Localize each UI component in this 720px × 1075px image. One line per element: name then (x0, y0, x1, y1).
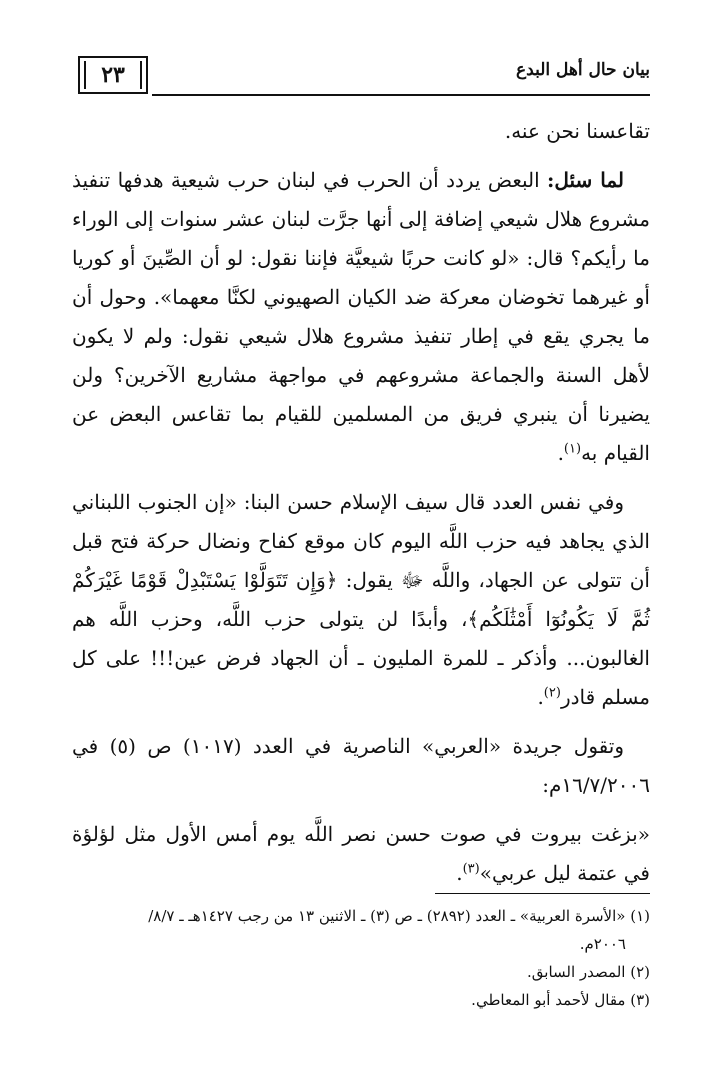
running-title: بيان حال أهل البدع (516, 60, 650, 80)
footnote-1: (١) «الأسرة العربية» ـ العدد (٢٨٩٢) ـ ص (٣) ـ الاثنين ١٣ من رجب ١٤٢٧هـ ـ ٨/٧/ (148, 907, 650, 925)
paragraph-5-text: «بزغت بيروت في صوت حسن نصر اللَّه يوم أمس الأول مثل لؤلؤة في عتمة ليل عربي» (72, 822, 650, 885)
paragraph-4: وتقول جريدة «العربي» الناصرية في العدد (١٠١٧) ص (٥) في ١٦/٧/٢٠٠٦م: (72, 734, 650, 797)
paragraph-3-end: . (537, 685, 544, 709)
footnote-ref-3: (٣) (462, 861, 480, 877)
footnote-ref-2: (٢) (543, 685, 561, 701)
footnote-1-continued: ٢٠٠٦م. (579, 935, 626, 953)
paragraph-2 (72, 161, 650, 473)
page-number: ٢٣ (101, 62, 125, 88)
footnote-3: (٣) مقال لأحمد أبو المعاطي. (471, 991, 650, 1009)
page-header (78, 56, 650, 100)
footnote-2: (٢) المصدر السابق. (527, 963, 650, 981)
paragraph-3 (72, 483, 650, 717)
footnote-rule (435, 893, 650, 894)
paragraph-1: تقاعسنا نحن عنه. (504, 119, 650, 143)
paragraph-5 (72, 815, 650, 893)
paragraph-3-text-b: ، وأبدًا لن يتولى حزب اللَّه، وحزب اللَّه هم الغالبون... وأذكر ـ للمرة المليون ـ أن الجهاد فرض عين!!! على كل مسلم قادر (72, 607, 650, 709)
paragraph-2-end: . (557, 441, 564, 465)
paragraph-3-text-a: وفي نفس العدد قال سيف الإسلام حسن البنا: «إن الجنوب اللبناني الذي يجاهد فيه حزب اللَّه اليوم كان موقع كفاح ونضال حركة فتح قبل أن تتولى عن الجهاد، واللَّه ﷻ يقول: (72, 490, 650, 592)
header-rule (152, 94, 650, 96)
body-text (72, 112, 650, 903)
paragraph-2-text: البعض يردد أن الحرب في لبنان حرب شيعية هدفها تنفيذ مشروع هلال شيعي إضافة إلى أنها جرَّت لبنان عشر سنوات إلى الوراء ما رأيكم؟ قال: «لو كانت حربًا شيعيَّة فإننا نقول: لو أن الصِّينَ أو كوريا أو غيرهما تخوضان معركة ضد الكيان الصهيوني لكنَّا معهما». وحول أن ما يجري يقع في إطار تنفيذ مشروع هلال شيعي نقول: ولم لا يكون لأهل السنة والجماعة مشروعهم في مواجهة مشاريع الآخرين؟ ولن يضيرنا أن ينبري فريق من المسلمين للقيام بما تقاعس البعض عن القيام به (72, 168, 650, 465)
page-number-box (78, 56, 148, 94)
quran-verse: ﴿وَإِن تَتَوَلَّوْا يَسْتَبْدِلْ قَوْمًا غَيْرَكُمْ ثُمَّ لَا يَكُونُوٓا أَمْثَٰلَكُم﴾ (72, 568, 650, 631)
footnote-ref-1: (١) (563, 441, 582, 457)
footnotes (72, 902, 650, 1014)
question-lead: لما سئل: (546, 168, 624, 192)
paragraph-5-end: . (456, 861, 463, 885)
